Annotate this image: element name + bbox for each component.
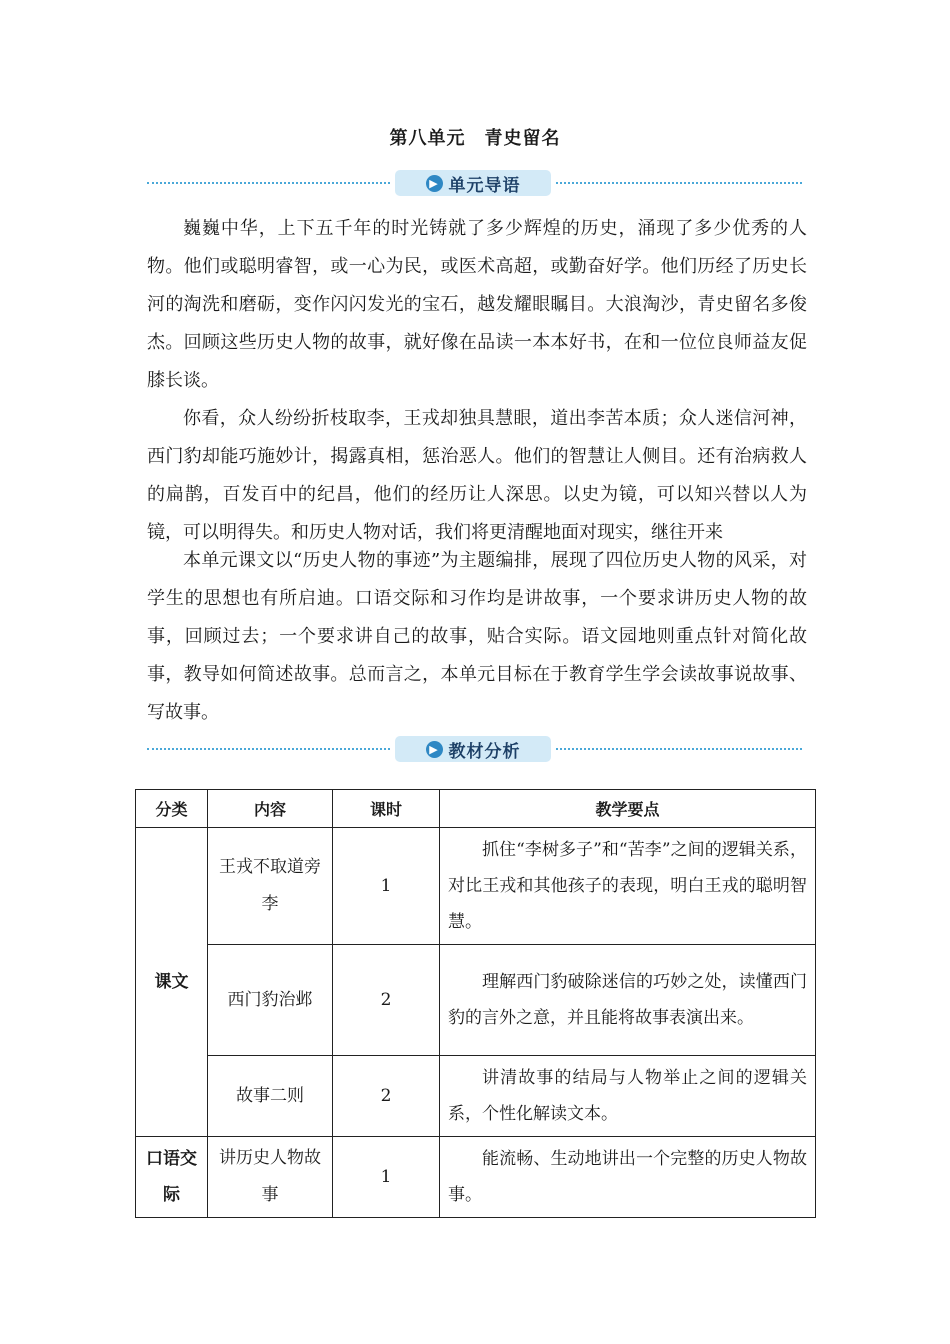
dotted-divider: [556, 748, 802, 750]
table-header-row: [136, 790, 816, 828]
intro-paragraph: 巍巍中华，上下五千年的时光铸就了多少辉煌的历史，涌现了多少优秀的人物。他们或聪明睿智，或一心为民，或医术高超，或勤奋好学。他们历经了历史长河的淘洗和磨砺，变作闪闪发光的宝石，越发耀眼瞩目。大浪淘沙，青史留名多俊杰。回顾这些历史人物的故事，就好像在品读一本本好书，在和一位位良师益友促膝长谈。: [147, 218, 807, 391]
hours-cell: 2: [333, 1056, 440, 1137]
intro-paragraph: 你看，众人纷纷折枝取李，王戎却独具慧眼，道出李苦本质；众人迷信河神，西门豹却能巧施妙计，揭露真相，惩治恶人。他们的智慧让人侧目。还有治病救人的扁鹊，百发百中的纪昌，他们的经历让人深思。以史为镜，可以知兴替以人为镜，可以明得失。和历史人物对话，我们将更清醒地面对现实，继往开来: [147, 408, 807, 543]
table-row: [136, 1137, 816, 1218]
point-cell: 理解西门豹破除迷信的巧妙之处，读懂西门豹的言外之意，并且能将故事表演出来。: [440, 945, 816, 1056]
content-cell: 讲历史人物故事: [208, 1137, 333, 1218]
section-label: 教材分析: [448, 741, 521, 762]
header-content: 内容: [208, 790, 333, 828]
table-row: [136, 1056, 816, 1137]
content-cell: 王戎不取道旁李: [208, 828, 333, 945]
section-label: 单元导语: [448, 175, 521, 196]
arrow-right-icon: ▶: [426, 175, 443, 192]
content-cell: 西门豹治邺: [208, 945, 333, 1056]
intro-paragraph: 本单元课文以“历史人物的事迹”为主题编排，展现了四位历史人物的风采，对学生的思想也有所启迪。口语交际和习作均是讲故事，一个要求讲历史人物的故事，回顾过去；一个要求讲自己的故事，贴合实际。语文园地则重点针对简化故事，教导如何简述故事。总而言之，本单元目标在于教育学生学会读故事说故事、写故事。: [147, 550, 807, 723]
hours-cell: 1: [333, 1137, 440, 1218]
hours-cell: 2: [333, 945, 440, 1056]
header-hours: 课时: [333, 790, 440, 828]
arrow-right-icon: ▶: [426, 741, 443, 758]
dotted-divider: [556, 182, 802, 184]
point-cell: 讲清故事的结局与人物举止之间的逻辑关系，个性化解读文本。: [440, 1056, 816, 1137]
analysis-table: [135, 789, 816, 1218]
section-badge: [395, 170, 551, 196]
header-category: 分类: [136, 790, 208, 828]
dotted-divider: [147, 748, 390, 750]
table-row: [136, 945, 816, 1056]
category-cell: 课文: [136, 828, 208, 1137]
section-header-analysis: [147, 736, 802, 762]
section-badge: [395, 736, 551, 762]
category-cell: 口语交际: [136, 1137, 208, 1218]
hours-cell: 1: [333, 828, 440, 945]
content-cell: 故事二则: [208, 1056, 333, 1137]
table-row: [136, 828, 816, 945]
point-cell: 抓住“李树多子”和“苦李”之间的逻辑关系，对比王戎和其他孩子的表现，明白王戎的聪明智慧。: [440, 828, 816, 945]
point-cell: 能流畅、生动地讲出一个完整的历史人物故事。: [440, 1137, 816, 1218]
section-header-intro: [147, 170, 802, 196]
unit-title: 第八单元 青史留名: [389, 128, 561, 149]
header-teaching-points: 教学要点: [440, 790, 816, 828]
dotted-divider: [147, 182, 390, 184]
